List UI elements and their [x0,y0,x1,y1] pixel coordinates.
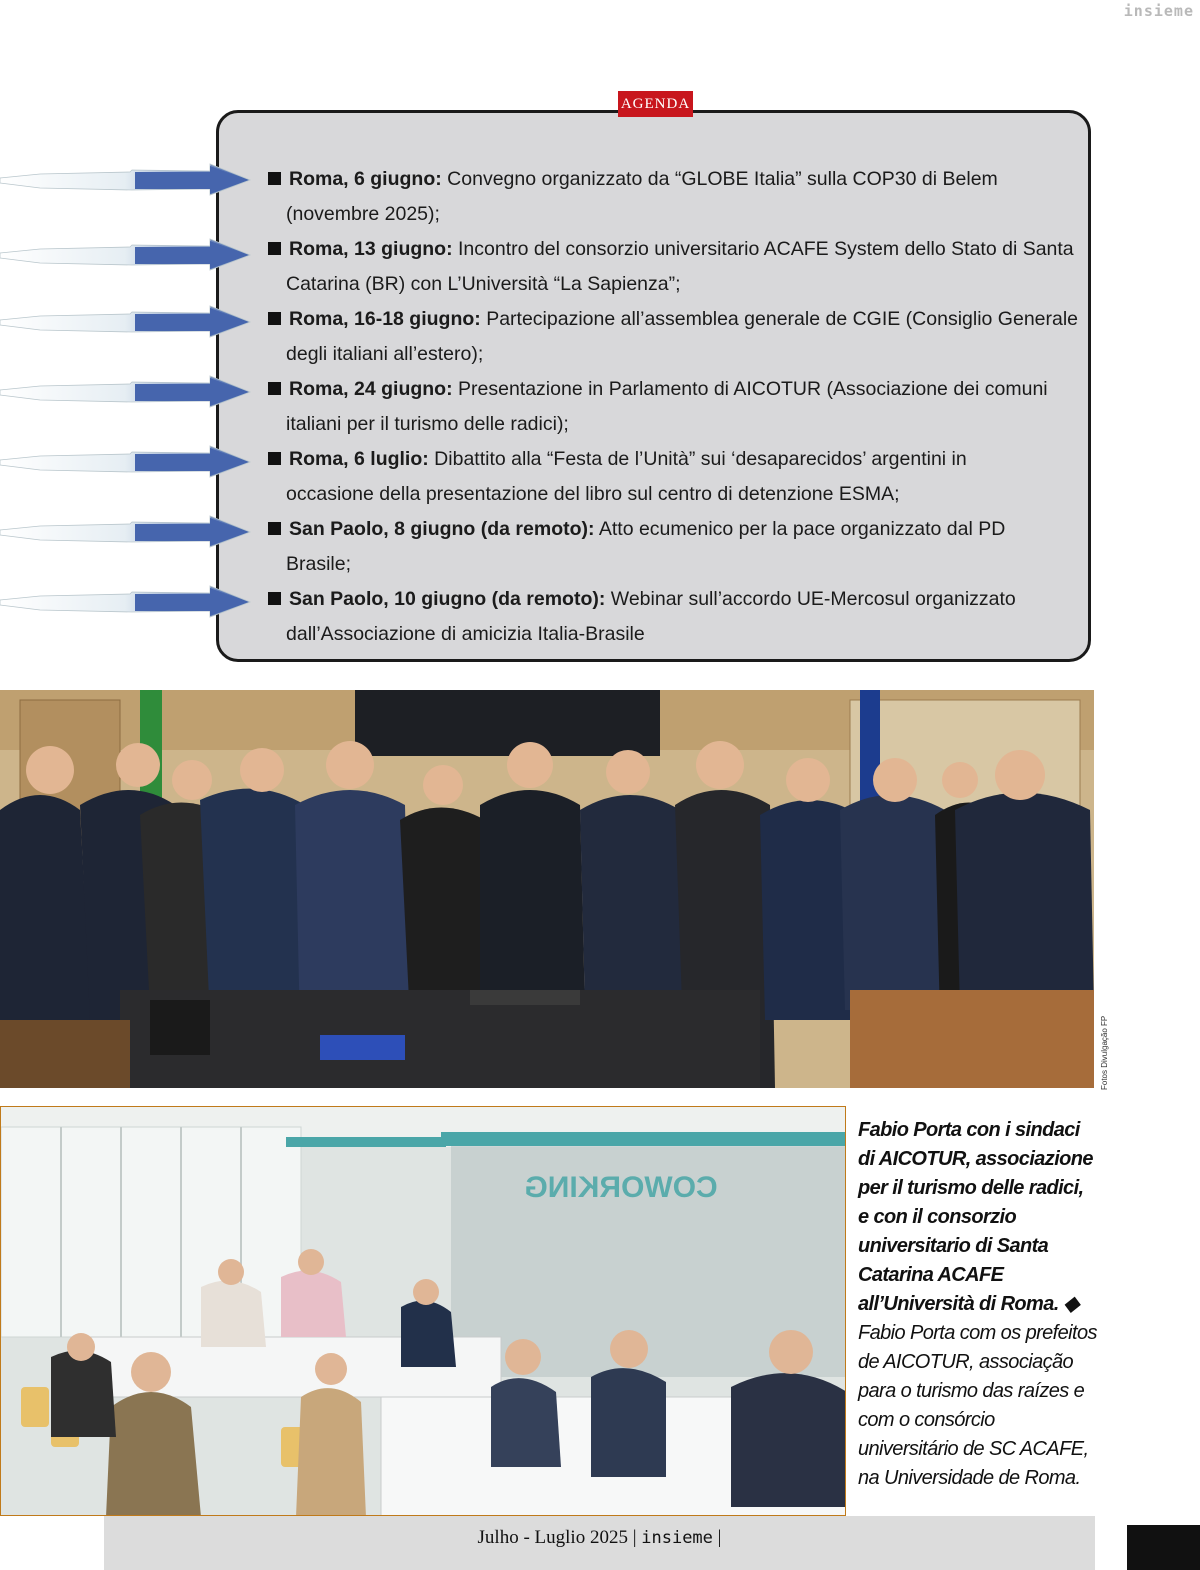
arrow-icon [0,372,260,412]
agenda-item: Roma, 13 giugno: Incontro del consorzio universitario ACAFE System dello Stato di Santa Catarina (BR) con L’Università “La Sapienza”; [268,232,1083,302]
caption-separator-icon: ◆ [1063,1293,1079,1315]
photo-caption [858,1116,1098,1493]
agenda-item: San Paolo, 8 giugno (da remoto): Atto ecumenico per la pace organizzato dal PD Brasile; [268,512,1083,582]
arrow-icon [0,160,260,200]
footer-date: Julho - Luglio 2025 | [477,1527,637,1548]
meeting-photo [0,1106,846,1516]
caption-portuguese: Fabio Porta com os prefeitos de AICOTUR, associação para o turismo das raízes e com o consórcio universitário de SC ACAFE, na Universidade de Roma. [858,1322,1097,1489]
masthead-logo: insieme [1123,2,1194,20]
footer-brand: insieme [641,1528,713,1548]
agenda-item: Roma, 24 giugno: Presentazione in Parlamento di AICOTUR (Associazione dei comuni italiani per il turismo delle radici); [268,372,1083,442]
agenda-item: San Paolo, 10 giugno (da remoto): Webinar sull’accordo UE-Mercosul organizzato dall’Associazione di amicizia Italia-Brasile [268,582,1083,652]
agenda-item: Roma, 16-18 giugno: Partecipazione all’assemblea generale de CGIE (Consiglio Generale degli italiani all’estero); [268,302,1083,372]
arrow-icon [0,302,260,342]
arrow-icon [0,235,260,275]
footer-separator: | [717,1527,722,1548]
arrow-icon [0,442,260,482]
arrow-icon [0,512,260,552]
group-photo [0,690,1094,1088]
caption-italian: Fabio Porta con i sindaci di AICOTUR, associazione per il turismo delle radici, e con il consorzio universitario di Santa Catarina ACAFE all’Università di Roma. [858,1119,1093,1315]
agenda-item: Roma, 6 luglio: Dibattito alla “Festa de l’Unità” sui ‘desaparecidos’ argentini in occasione della presentazione del libro sul centro di detenzione ESMA; [268,442,1083,512]
bullet-square-icon [268,242,281,255]
footer-bar [104,1516,1095,1570]
agenda-tag: AGENDA [618,91,693,117]
bullet-square-icon [268,452,281,465]
agenda-item: Roma, 6 giugno: Convegno organizzato da “GLOBE Italia” sulla COP30 di Belem (novembre 2025); [268,162,1083,232]
photo-credit: Fotos Divulgação FP [1100,1015,1109,1090]
coworking-sign: COWORKING [524,1171,718,1204]
bullet-square-icon [268,172,281,185]
bullet-square-icon [268,312,281,325]
bullet-square-icon [268,522,281,535]
arrow-icon [0,582,260,622]
page-number-block [1127,1525,1200,1570]
bullet-square-icon [268,592,281,605]
bullet-square-icon [268,382,281,395]
